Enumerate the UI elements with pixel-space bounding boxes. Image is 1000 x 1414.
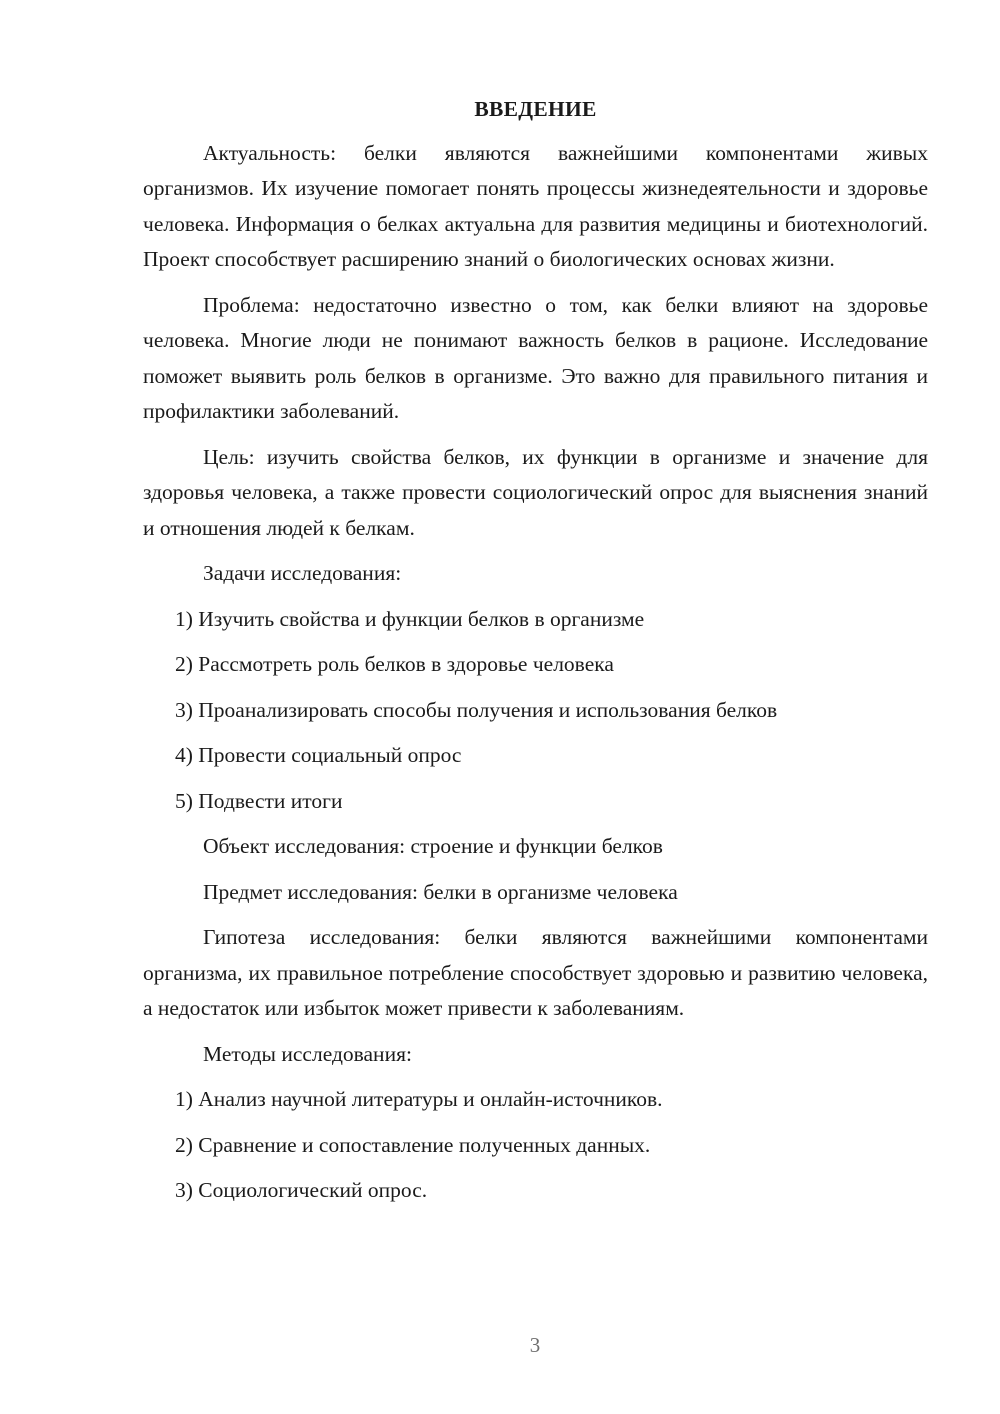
hypothesis-paragraph: Гипотеза исследования: белки являются важнейшими компонентами организма, их правильное потребление способствует здоровью и развитию человека, а недостаток или избыток может привести к заболеваниям. (143, 925, 928, 1020)
methods-heading: Методы исследования: (203, 1041, 412, 1066)
methods-list (143, 1082, 928, 1209)
goal-paragraph: Цель: изучить свойства белков, их функции в организме и значение для здоровья человека, а также провести социологический опрос для выяснения знаний и отношения людей к белкам. (143, 444, 928, 540)
document-page (143, 92, 928, 1209)
list-item: 1) Анализ научной литературы и онлайн-источников. (175, 1087, 663, 1111)
research-object: Объект исследования: строение и функции белков (203, 834, 663, 858)
list-item: 4) Провести социальный опрос (175, 743, 462, 767)
tasks-list (143, 602, 928, 820)
list-item: 2) Рассмотреть роль белков в здоровье человека (175, 652, 614, 676)
list-item: 2) Сравнение и сопоставление полученных данных. (175, 1132, 651, 1157)
list-item: 3) Социологический опрос. (175, 1178, 428, 1202)
research-subject: Предмет исследования: белки в организме человека (203, 879, 678, 904)
problem-paragraph: Проблема: недостаточно известно о том, как белки влияют на здоровье человека. Многие люди не понимают важность белков в рационе. Исследование поможет выявить роль белков в организме. Это важно для правильного питания и профилактики заболеваний. (143, 292, 928, 423)
page-number: 3 (529, 1333, 541, 1357)
section-title: ВВЕДЕНИЕ (474, 97, 597, 121)
list-item: 1) Изучить свойства и функции белков в организме (175, 606, 645, 631)
list-item: 3) Проанализировать способы получения и использования белков (175, 697, 778, 722)
relevance-paragraph: Актуальность: белки являются важнейшими компонентами живых организмов. Их изучение помогает понять процессы жизнедеятельности и здоровье человека. Информация о белках актуальна для развития медицины и биотехнологий. Проект способствует расширению знаний о биологических основах жизни. (143, 140, 928, 271)
list-item: 5) Подвести итоги (175, 788, 343, 813)
tasks-heading: Задачи исследования: (203, 561, 402, 585)
